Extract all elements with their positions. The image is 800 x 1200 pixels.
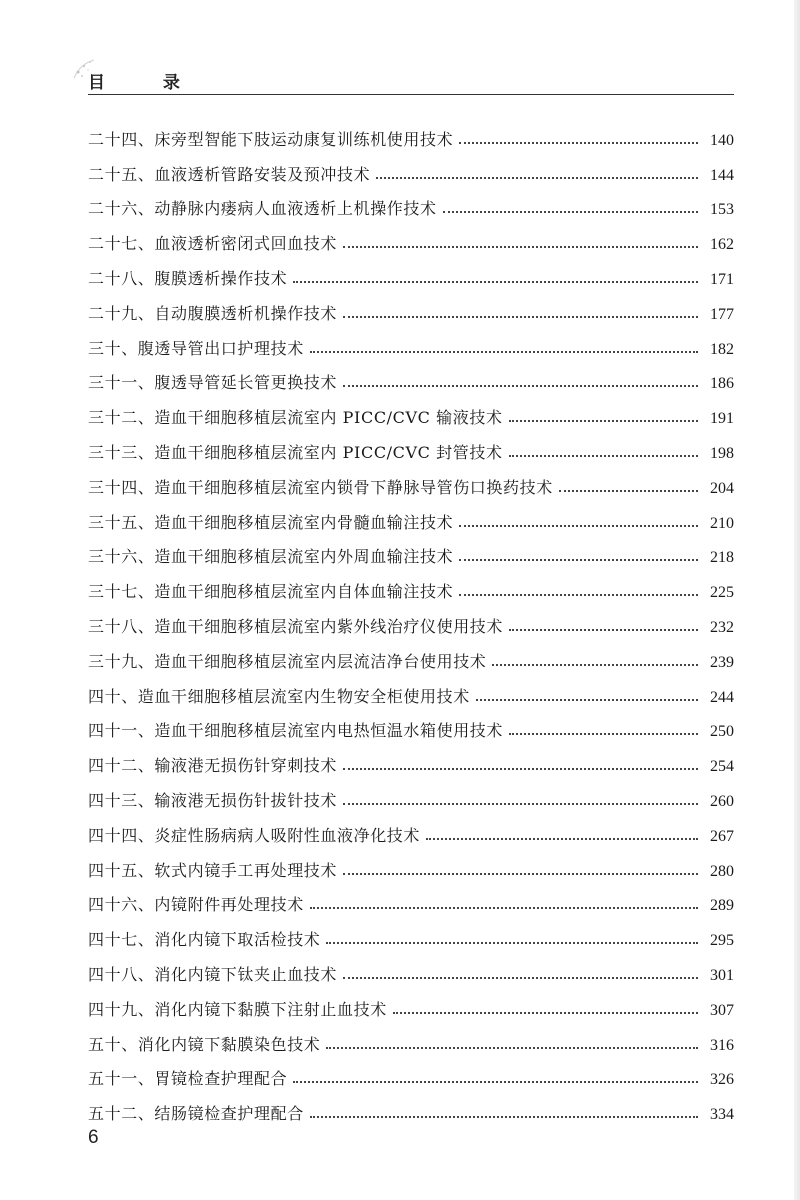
toc-entry-page: 144 (710, 166, 734, 184)
toc-entry-page: 295 (710, 932, 734, 950)
toc-dot-leader (393, 1012, 698, 1014)
toc-dot-leader (293, 1081, 698, 1083)
toc-dot-leader (343, 803, 698, 805)
toc-dot-leader (443, 211, 698, 213)
toc-entry-title: 四十五、软式内镜手工再处理技术 (88, 860, 338, 880)
toc-entry-page: 280 (710, 862, 734, 880)
toc-entry[interactable] (88, 185, 734, 220)
toc-entry-page: 301 (710, 966, 734, 984)
toc-entry[interactable] (88, 985, 734, 1020)
toc-entry-title: 四十一、造血干细胞移植层流室内电热恒温水箱使用技术 (88, 721, 504, 741)
toc-entry[interactable] (88, 1020, 734, 1055)
toc-entry-title: 四十、造血干细胞移植层流室内生物安全柜使用技术 (88, 686, 470, 706)
toc-dot-leader (476, 699, 698, 701)
toc-dot-leader (343, 977, 698, 979)
toc-entry[interactable] (88, 254, 734, 289)
toc-entry-page: 218 (710, 549, 734, 567)
toc-entry-page: 177 (710, 305, 734, 323)
toc-entry[interactable] (88, 602, 734, 637)
page-number: 6 (88, 1127, 99, 1148)
toc-entry-title: 四十六、内镜附件再处理技术 (88, 895, 304, 915)
toc-entry[interactable] (88, 741, 734, 776)
toc-dot-leader (426, 838, 698, 840)
toc-entry-title: 三十一、腹透导管延长管更换技术 (88, 373, 338, 393)
toc-entry-page: 307 (710, 1001, 734, 1019)
toc-entry[interactable] (88, 881, 734, 916)
toc-entry[interactable] (88, 950, 734, 985)
toc-entry-page: 204 (710, 479, 734, 497)
toc-entry-title: 四十三、输液港无损伤针拔针技术 (88, 790, 338, 810)
toc-entry-title: 三十、腹透导管出口护理技术 (88, 338, 304, 358)
toc-dot-leader (459, 525, 698, 527)
toc-entry-title: 三十八、造血干细胞移植层流室内紫外线治疗仪使用技术 (88, 616, 504, 636)
toc-entry[interactable] (88, 637, 734, 672)
toc-dot-leader (343, 316, 698, 318)
toc-entry-title: 四十八、消化内镜下钛夹止血技术 (88, 964, 338, 984)
toc-entry[interactable] (88, 393, 734, 428)
page-header (88, 66, 734, 95)
toc-dot-leader (326, 1047, 698, 1049)
toc-entry-page: 225 (710, 584, 734, 602)
toc-entry-page: 232 (710, 618, 734, 636)
toc-dot-leader (310, 351, 698, 353)
toc-entry-page: 316 (710, 1036, 734, 1054)
toc-dot-leader (343, 873, 698, 875)
toc-entry[interactable] (88, 498, 734, 533)
toc-entry-title: 四十九、消化内镜下黏膜下注射止血技术 (88, 999, 387, 1019)
toc-dot-leader (343, 246, 698, 248)
toc-dot-leader (326, 942, 698, 944)
toc-dot-leader (492, 664, 698, 666)
toc-dot-leader (509, 733, 698, 735)
toc-entry-page: 250 (710, 723, 734, 741)
toc-entry-page: 186 (710, 375, 734, 393)
toc-entry[interactable] (88, 219, 734, 254)
toc-dot-leader (459, 559, 698, 561)
toc-entry[interactable] (88, 1055, 734, 1090)
toc-dot-leader (509, 629, 698, 631)
toc-entry-title: 三十七、造血干细胞移植层流室内自体血输注技术 (88, 582, 454, 602)
toc-entry-title: 二十五、血液透析管路安装及预冲技术 (88, 164, 371, 184)
toc-entry[interactable] (88, 1089, 734, 1124)
toc-dot-leader (310, 1116, 698, 1118)
toc-entry-title: 四十四、炎症性肠病病人吸附性血液净化技术 (88, 825, 421, 845)
toc-entry-page: 162 (710, 236, 734, 254)
toc-dot-leader (509, 420, 698, 422)
toc-entry[interactable] (88, 567, 734, 602)
toc-entry-page: 140 (710, 131, 734, 149)
toc-entry-title: 二十八、腹膜透析操作技术 (88, 268, 288, 288)
page-edge (794, 0, 800, 1200)
toc-entry[interactable] (88, 463, 734, 498)
toc-dot-leader (509, 455, 698, 457)
toc-entry-title: 二十七、血液透析密闭式回血技术 (88, 234, 338, 254)
toc-entry[interactable] (88, 776, 734, 811)
toc-dot-leader (293, 281, 698, 283)
toc-entry-title: 三十九、造血干细胞移植层流室内层流洁净台使用技术 (88, 651, 487, 671)
toc-entry[interactable] (88, 150, 734, 185)
toc-entry-page: 171 (710, 270, 734, 288)
toc-dot-leader (343, 768, 698, 770)
toc-entry-title: 三十四、造血干细胞移植层流室内锁骨下静脉导管伤口换药技术 (88, 477, 553, 497)
toc-entry-title: 五十、消化内镜下黏膜染色技术 (88, 1034, 321, 1054)
toc-entry-title: 二十九、自动腹膜透析机操作技术 (88, 303, 338, 323)
toc-dot-leader (459, 594, 698, 596)
toc-dot-leader (310, 907, 698, 909)
toc-entry-title: 二十六、动静脉内瘘病人血液透析上机操作技术 (88, 199, 437, 219)
toc-entry-page: 239 (710, 653, 734, 671)
toc-dot-leader (559, 490, 698, 492)
toc-entry[interactable] (88, 428, 734, 463)
toc-entry[interactable] (88, 915, 734, 950)
toc-entry-title: 五十二、结肠镜检查护理配合 (88, 1104, 304, 1124)
toc-entry[interactable] (88, 289, 734, 324)
toc-entry-title: 四十二、输液港无损伤针穿刺技术 (88, 756, 338, 776)
toc-entry-title: 三十五、造血干细胞移植层流室内骨髓血输注技术 (88, 512, 454, 532)
toc-entry-title: 五十一、胃镜检查护理配合 (88, 1069, 288, 1089)
toc-entry-page: 254 (710, 758, 734, 776)
toc-dot-leader (459, 142, 698, 144)
table-of-contents (88, 115, 734, 1124)
toc-entry-page: 191 (710, 410, 734, 428)
toc-entry-page: 326 (710, 1071, 734, 1089)
toc-entry[interactable] (88, 672, 734, 707)
toc-entry-page: 210 (710, 514, 734, 532)
toc-entry-title: 三十二、造血干细胞移植层流室内 PICC/CVC 输液技术 (88, 408, 503, 428)
toc-entry-title: 三十三、造血干细胞移植层流室内 PICC/CVC 封管技术 (88, 442, 503, 462)
toc-entry-page: 244 (710, 688, 734, 706)
toc-entry-page: 182 (710, 340, 734, 358)
header-title: 目 录 (88, 73, 206, 93)
toc-dot-leader (343, 385, 698, 387)
toc-entry-page: 260 (710, 792, 734, 810)
toc-entry-title: 四十七、消化内镜下取活检技术 (88, 930, 321, 950)
toc-entry-page: 289 (710, 897, 734, 915)
toc-entry[interactable] (88, 324, 734, 359)
toc-entry[interactable] (88, 846, 734, 881)
toc-entry-title: 三十六、造血干细胞移植层流室内外周血输注技术 (88, 547, 454, 567)
toc-entry-page: 153 (710, 201, 734, 219)
toc-entry[interactable] (88, 533, 734, 568)
toc-entry[interactable] (88, 811, 734, 846)
toc-entry-page: 267 (710, 827, 734, 845)
toc-entry[interactable] (88, 115, 734, 150)
toc-entry-title: 二十四、床旁型智能下肢运动康复训练机使用技术 (88, 129, 454, 149)
toc-entry[interactable] (88, 359, 734, 394)
toc-entry-page: 198 (710, 444, 734, 462)
toc-entry-page: 334 (710, 1106, 734, 1124)
toc-entry[interactable] (88, 707, 734, 742)
toc-dot-leader (376, 177, 698, 179)
